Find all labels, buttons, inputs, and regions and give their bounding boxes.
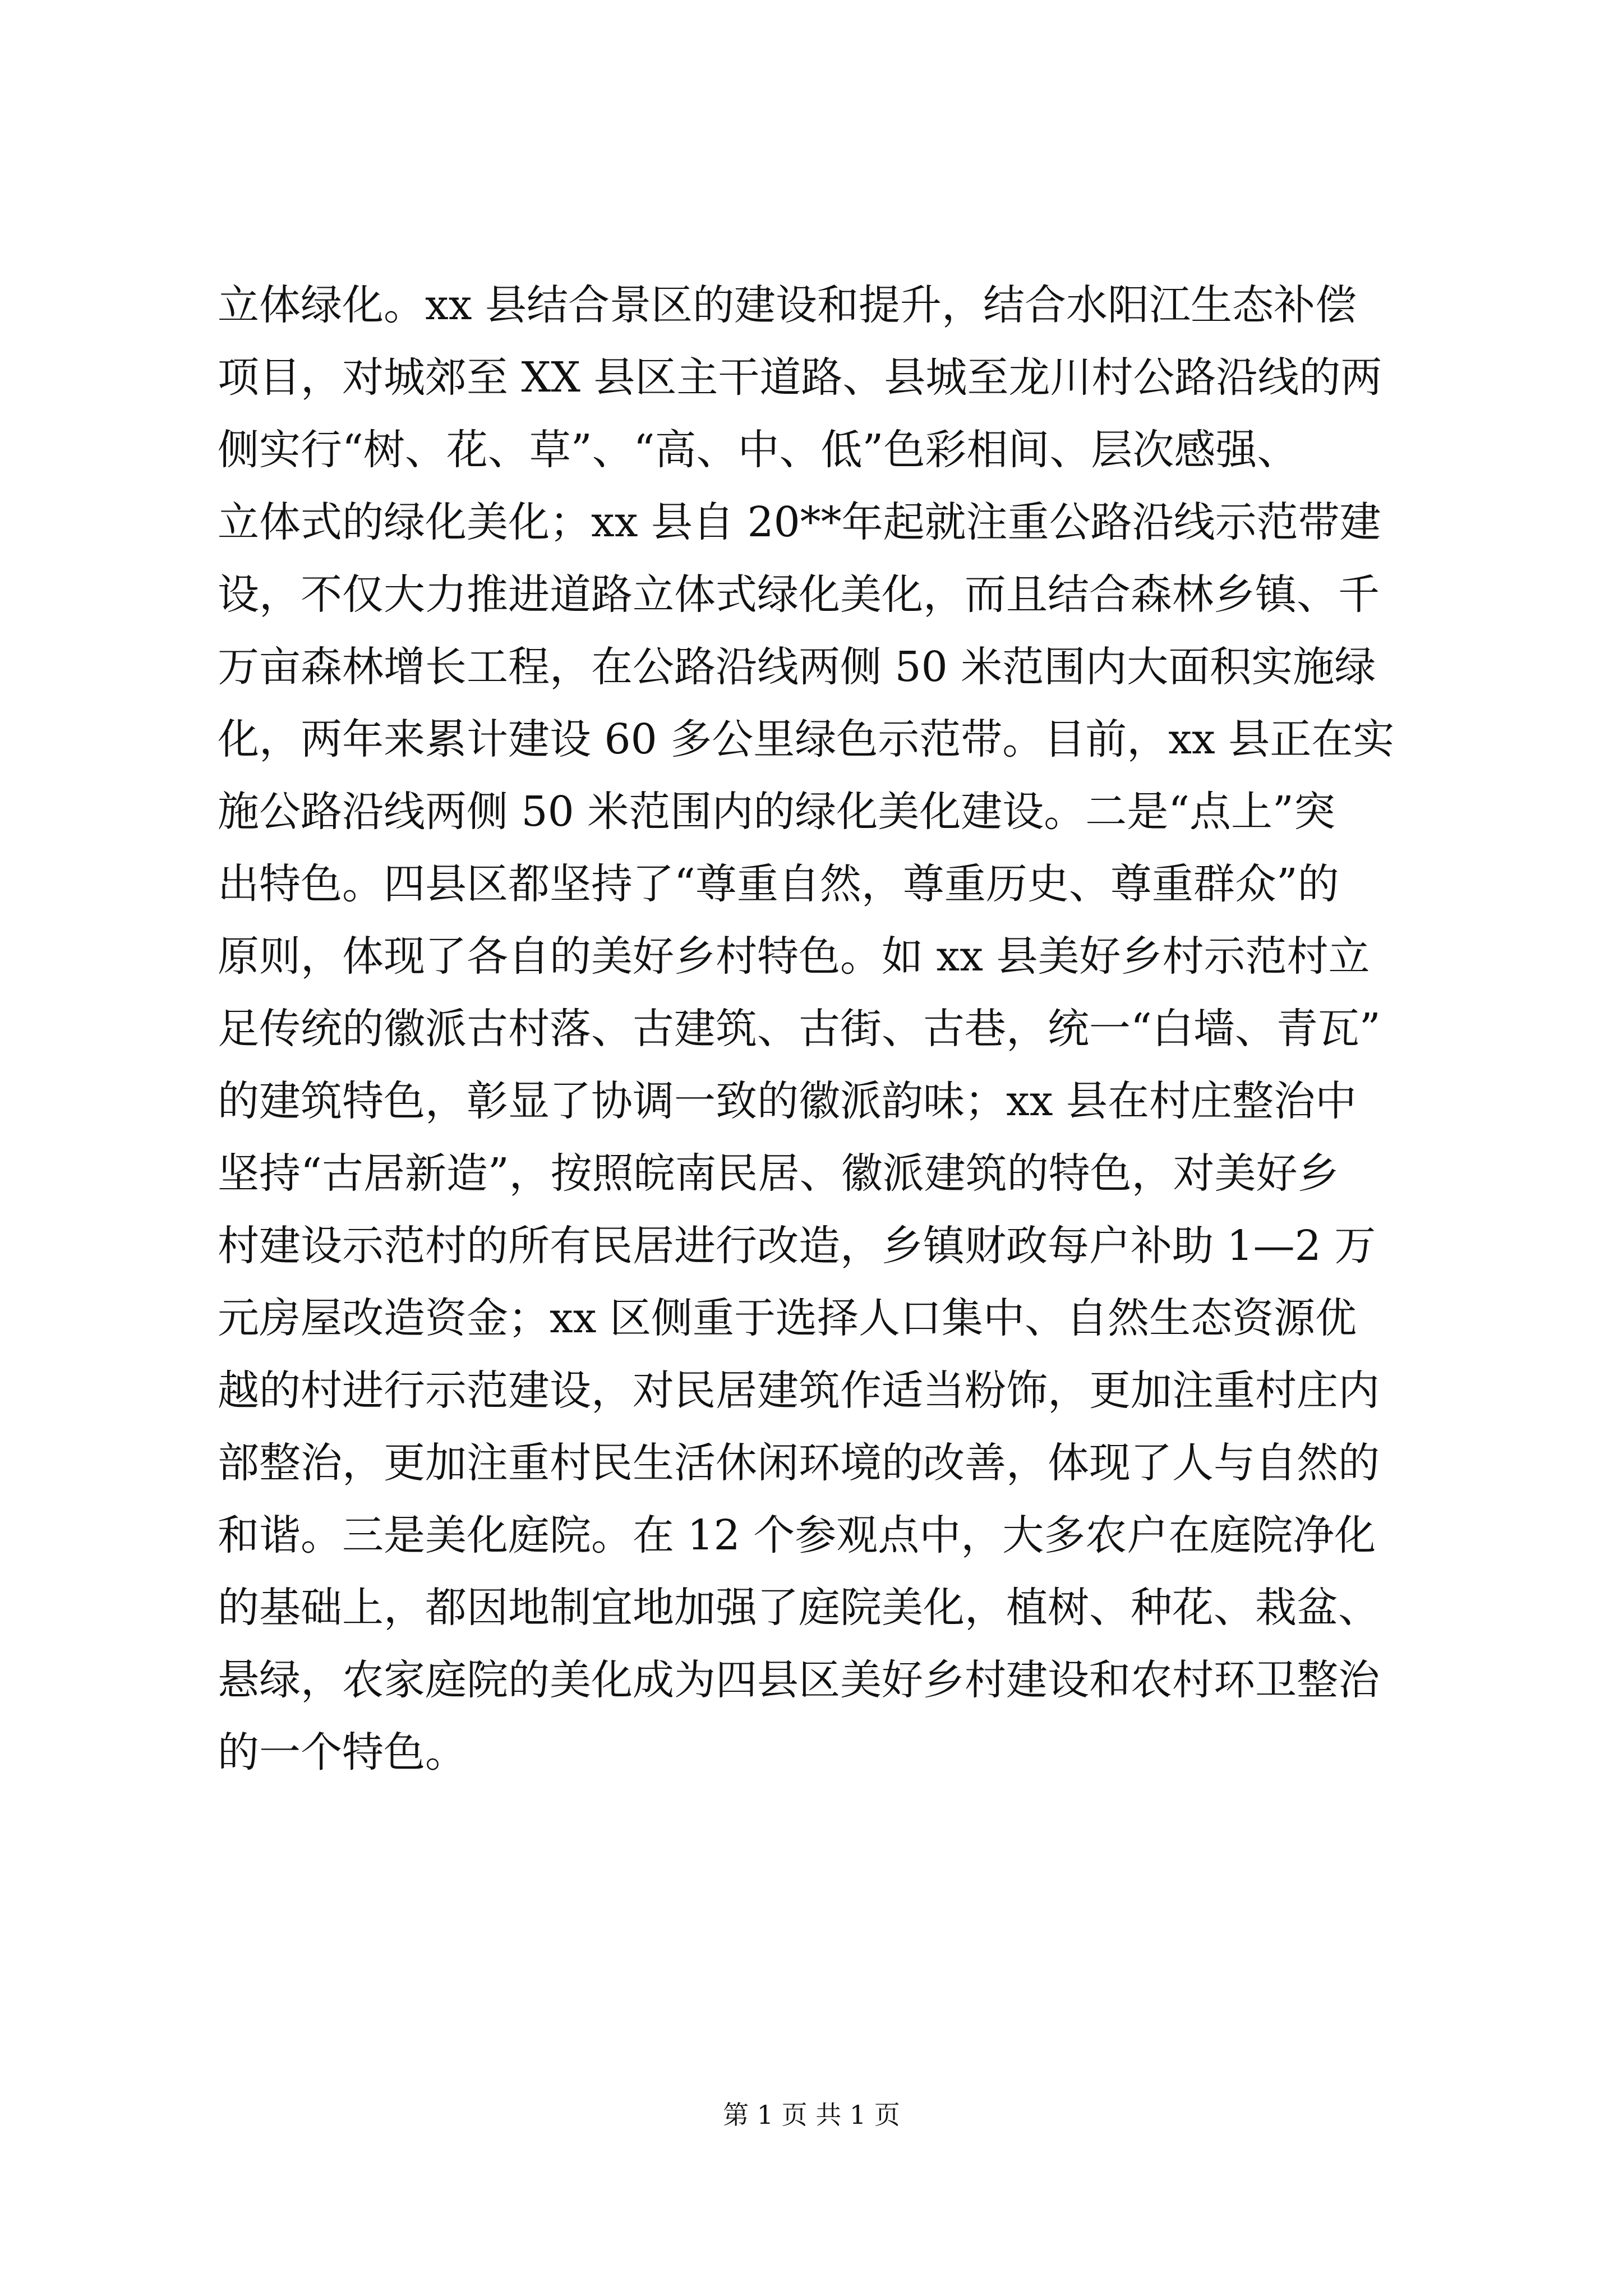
text-line: 和谐。三是美化庭院。在 12 个参观点中，大多农户在庭院净化	[218, 1511, 1376, 1559]
body-paragraph	[218, 269, 1418, 1789]
text-line: 立体绿化。xx 县结合景区的建设和提升，结合水阳江生态补偿	[218, 281, 1357, 329]
text-line: 悬绿，农家庭院的美化成为四县区美好乡村建设和农村环卫整治	[218, 1656, 1380, 1704]
text-line: 设，不仅大力推进道路立体式绿化美化，而且结合森林乡镇、千	[218, 570, 1380, 619]
text-line: 原则，体现了各自的美好乡村特色。如 xx 县美好乡村示范村立	[218, 932, 1370, 981]
text-line: 化，两年来累计建设 60 多公里绿色示范带。目前，xx 县正在实	[218, 715, 1395, 763]
text-line: 部整治，更加注重村民生活休闲环境的改善，体现了人与自然的	[218, 1439, 1380, 1487]
text-line: 足传统的徽派古村落、古建筑、古街、古巷，统一“白墙、青瓦”	[218, 1005, 1381, 1053]
text-line: 坚持“古居新造”，按照皖南民居、徽派建筑的特色，对美好乡	[218, 1149, 1339, 1198]
text-line: 的建筑特色，彰显了协调一致的徽派韵味；xx 县在村庄整治中	[218, 1077, 1357, 1125]
page-number-label: 第 1 页 共 1 页	[723, 2100, 900, 2130]
text-line: 项目，对城郊至 XX 县区主干道路、县城至龙川村公路沿线的两	[218, 353, 1382, 402]
text-line: 出特色。四县区都坚持了“尊重自然，尊重历史、尊重群众”的	[218, 860, 1339, 908]
text-line: 越的村进行示范建设，对民居建筑作适当粉饰，更加注重村庄内	[218, 1366, 1380, 1415]
text-line: 村建设示范村的所有民居进行改造，乡镇财政每户补助 1—2 万	[218, 1222, 1376, 1270]
text-line: 侧实行“树、花、草”、“高、中、低”色彩相间、层次感强、	[218, 426, 1299, 474]
page-footer	[0, 2098, 1623, 2132]
text-line: 的基础上，都因地制宜地加强了庭院美化，植树、种花、栽盆、	[218, 1584, 1380, 1632]
text-line: 元房屋改造资金；xx 区侧重于选择人口集中、自然生态资源优	[218, 1294, 1357, 1342]
text-line: 立体式的绿化美化；xx 县自 20**年起就注重公路沿线示范带建	[218, 498, 1381, 546]
text-line: 施公路沿线两侧 50 米范围内的绿化美化建设。二是“点上”突	[218, 788, 1335, 836]
text-line: 万亩森林增长工程，在公路沿线两侧 50 米范围内大面积实施绿	[218, 643, 1376, 691]
text-line: 的一个特色。	[218, 1728, 467, 1777]
